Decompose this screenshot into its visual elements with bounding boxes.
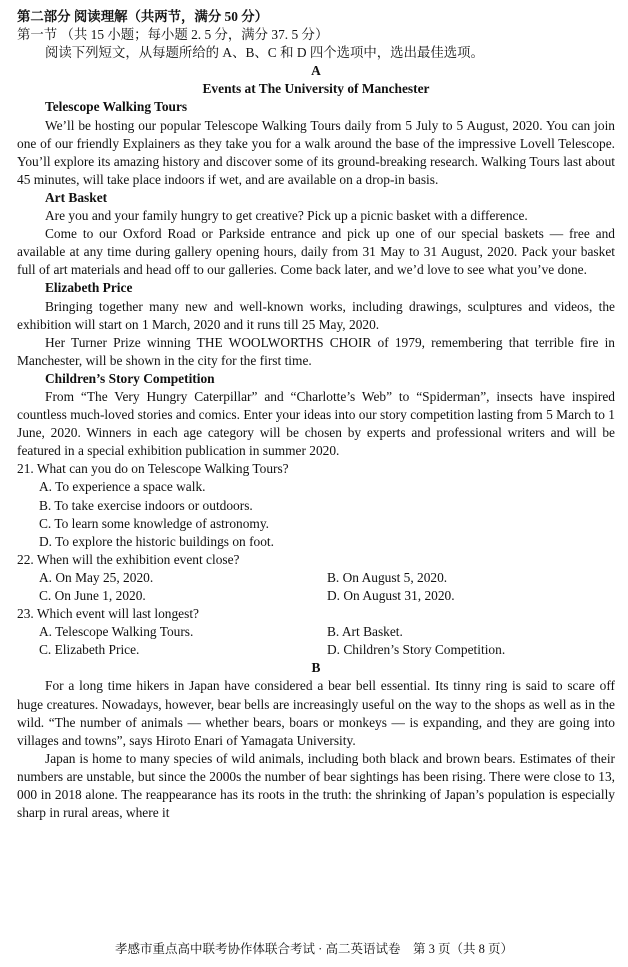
question-option: A. To experience a space walk. xyxy=(39,479,206,495)
question-option: B. Art Basket. xyxy=(327,624,403,640)
question-stem: 21. What can you do on Telescope Walking Tours? xyxy=(17,461,289,477)
question-option: C. To learn some knowledge of astronomy. xyxy=(39,515,270,531)
option-row xyxy=(17,569,615,587)
page-footer: 孝感市重点高中联考协作体联合考试 · 高二英语试卷 第 3 页（共 8 页） xyxy=(115,942,513,956)
event-paragraph: Come to our Oxford Road or Parkside entrance and pick up one of our special baskets — free and available at any time during gallery opening hours, daily from 31 May to 31 August, 2020. Pack your basket full of art materials and head off to our galleries. Come back later, and we’d love to see what you’ve done. xyxy=(17,226,615,278)
exam-page xyxy=(17,8,615,822)
event-paragraph: We’ll be hosting our popular Telescope Walking Tours daily from 5 July to 5 August, 2020. You can join one of our friendly Explainers as they take you for a walk around the base of the impressive Lovell Telescope. You’ll explore its amazing history and discover some of its ground-breaking research. Walking Tours last about 45 minutes, will take place indoors if wet, and are available on a drop-in basis. xyxy=(17,117,615,187)
event-heading: Elizabeth Price xyxy=(45,280,133,296)
question-option: A. Telescope Walking Tours. xyxy=(39,624,194,640)
event-paragraph: From “The Very Hungry Caterpillar” and “Charlotte’s Web” to “Spiderman”, insects have inspired countless much-loved stories and comics. Enter your ideas into our story competition lasting from 5 March to 1 June, 2020. Winners in each age category will be chosen by experts and professional writers and will be featured in a special exhibition publication in summer 2020. xyxy=(17,388,615,459)
question-stem: 23. Which event will last longest? xyxy=(17,606,199,622)
question-option: B. On August 5, 2020. xyxy=(327,569,448,585)
question-option: D. Children’s Story Competition. xyxy=(327,642,506,658)
option-row xyxy=(17,623,615,641)
option-row xyxy=(17,587,615,605)
question-option: C. On June 1, 2020. xyxy=(39,588,146,603)
event-paragraph: Bringing together many new and well-known works, including drawings, sculptures and videos, the exhibition will start on 1 March, 2020 and it runs till 25 May, 2020. xyxy=(17,298,615,332)
question-option: B. To take exercise indoors or outdoors. xyxy=(39,497,253,513)
question-option: D. On August 31, 2020. xyxy=(327,588,455,603)
passage-a-title: Events at The University of Manchester xyxy=(202,81,430,97)
event-paragraph: Are you and your family hungry to get creative? Pick up a picnic basket with a difference. xyxy=(45,208,528,224)
question-option: A. On May 25, 2020. xyxy=(39,569,154,585)
section-title: 第二部分 阅读理解（共两节，满分 50 分） xyxy=(17,9,269,24)
event-paragraph: Her Turner Prize winning THE WOOLWORTHS CHOIR of 1979, remembering that terrible fire in Manchester, will be shown in the city for the first time. xyxy=(17,334,615,368)
passage-b-label: B xyxy=(311,660,321,676)
event-heading: Art Basket xyxy=(45,189,108,205)
event-heading: Telescope Walking Tours xyxy=(45,99,188,115)
passage-a-label: A xyxy=(311,63,321,79)
question-stem: 22. When will the exhibition event close? xyxy=(17,551,240,567)
event-heading: Children’s Story Competition xyxy=(45,370,215,386)
question-option: C. Elizabeth Price. xyxy=(39,642,140,658)
question-option: D. To explore the historic buildings on foot. xyxy=(39,533,274,549)
section-subtitle: 第一节 （共 15 小题；每小题 2. 5 分，满分 37. 5 分） xyxy=(17,27,329,43)
passage-b-paragraph: For a long time hikers in Japan have considered a bear bell essential. Its tinny ring is said to scare off huge creatures. Nowadays, however, bear bells are increasingly useful on the way to the shops as well as in the wild. “The number of animals — whether bears, boars or monkeys — is expanding, and they are going into villages and towns”, says Hiroto Enari of Yamagata University. xyxy=(17,678,615,748)
instruction: 阅读下列短文，从每题所给的 A、B、C 和 D 四个选项中，选出最佳选项。 xyxy=(45,45,484,61)
option-row xyxy=(17,641,615,659)
passage-b-paragraph: Japan is home to many species of wild animals, including both black and brown bears. Estimates of their numbers are unstable, but since the 2000s the number of bear sightings has been rising. There were close to 13, 000 in 2018 alone. The reappearance has its roots in the truth: the shrinking of Japan’s population is especially sharp in rural areas, where it xyxy=(17,750,615,821)
